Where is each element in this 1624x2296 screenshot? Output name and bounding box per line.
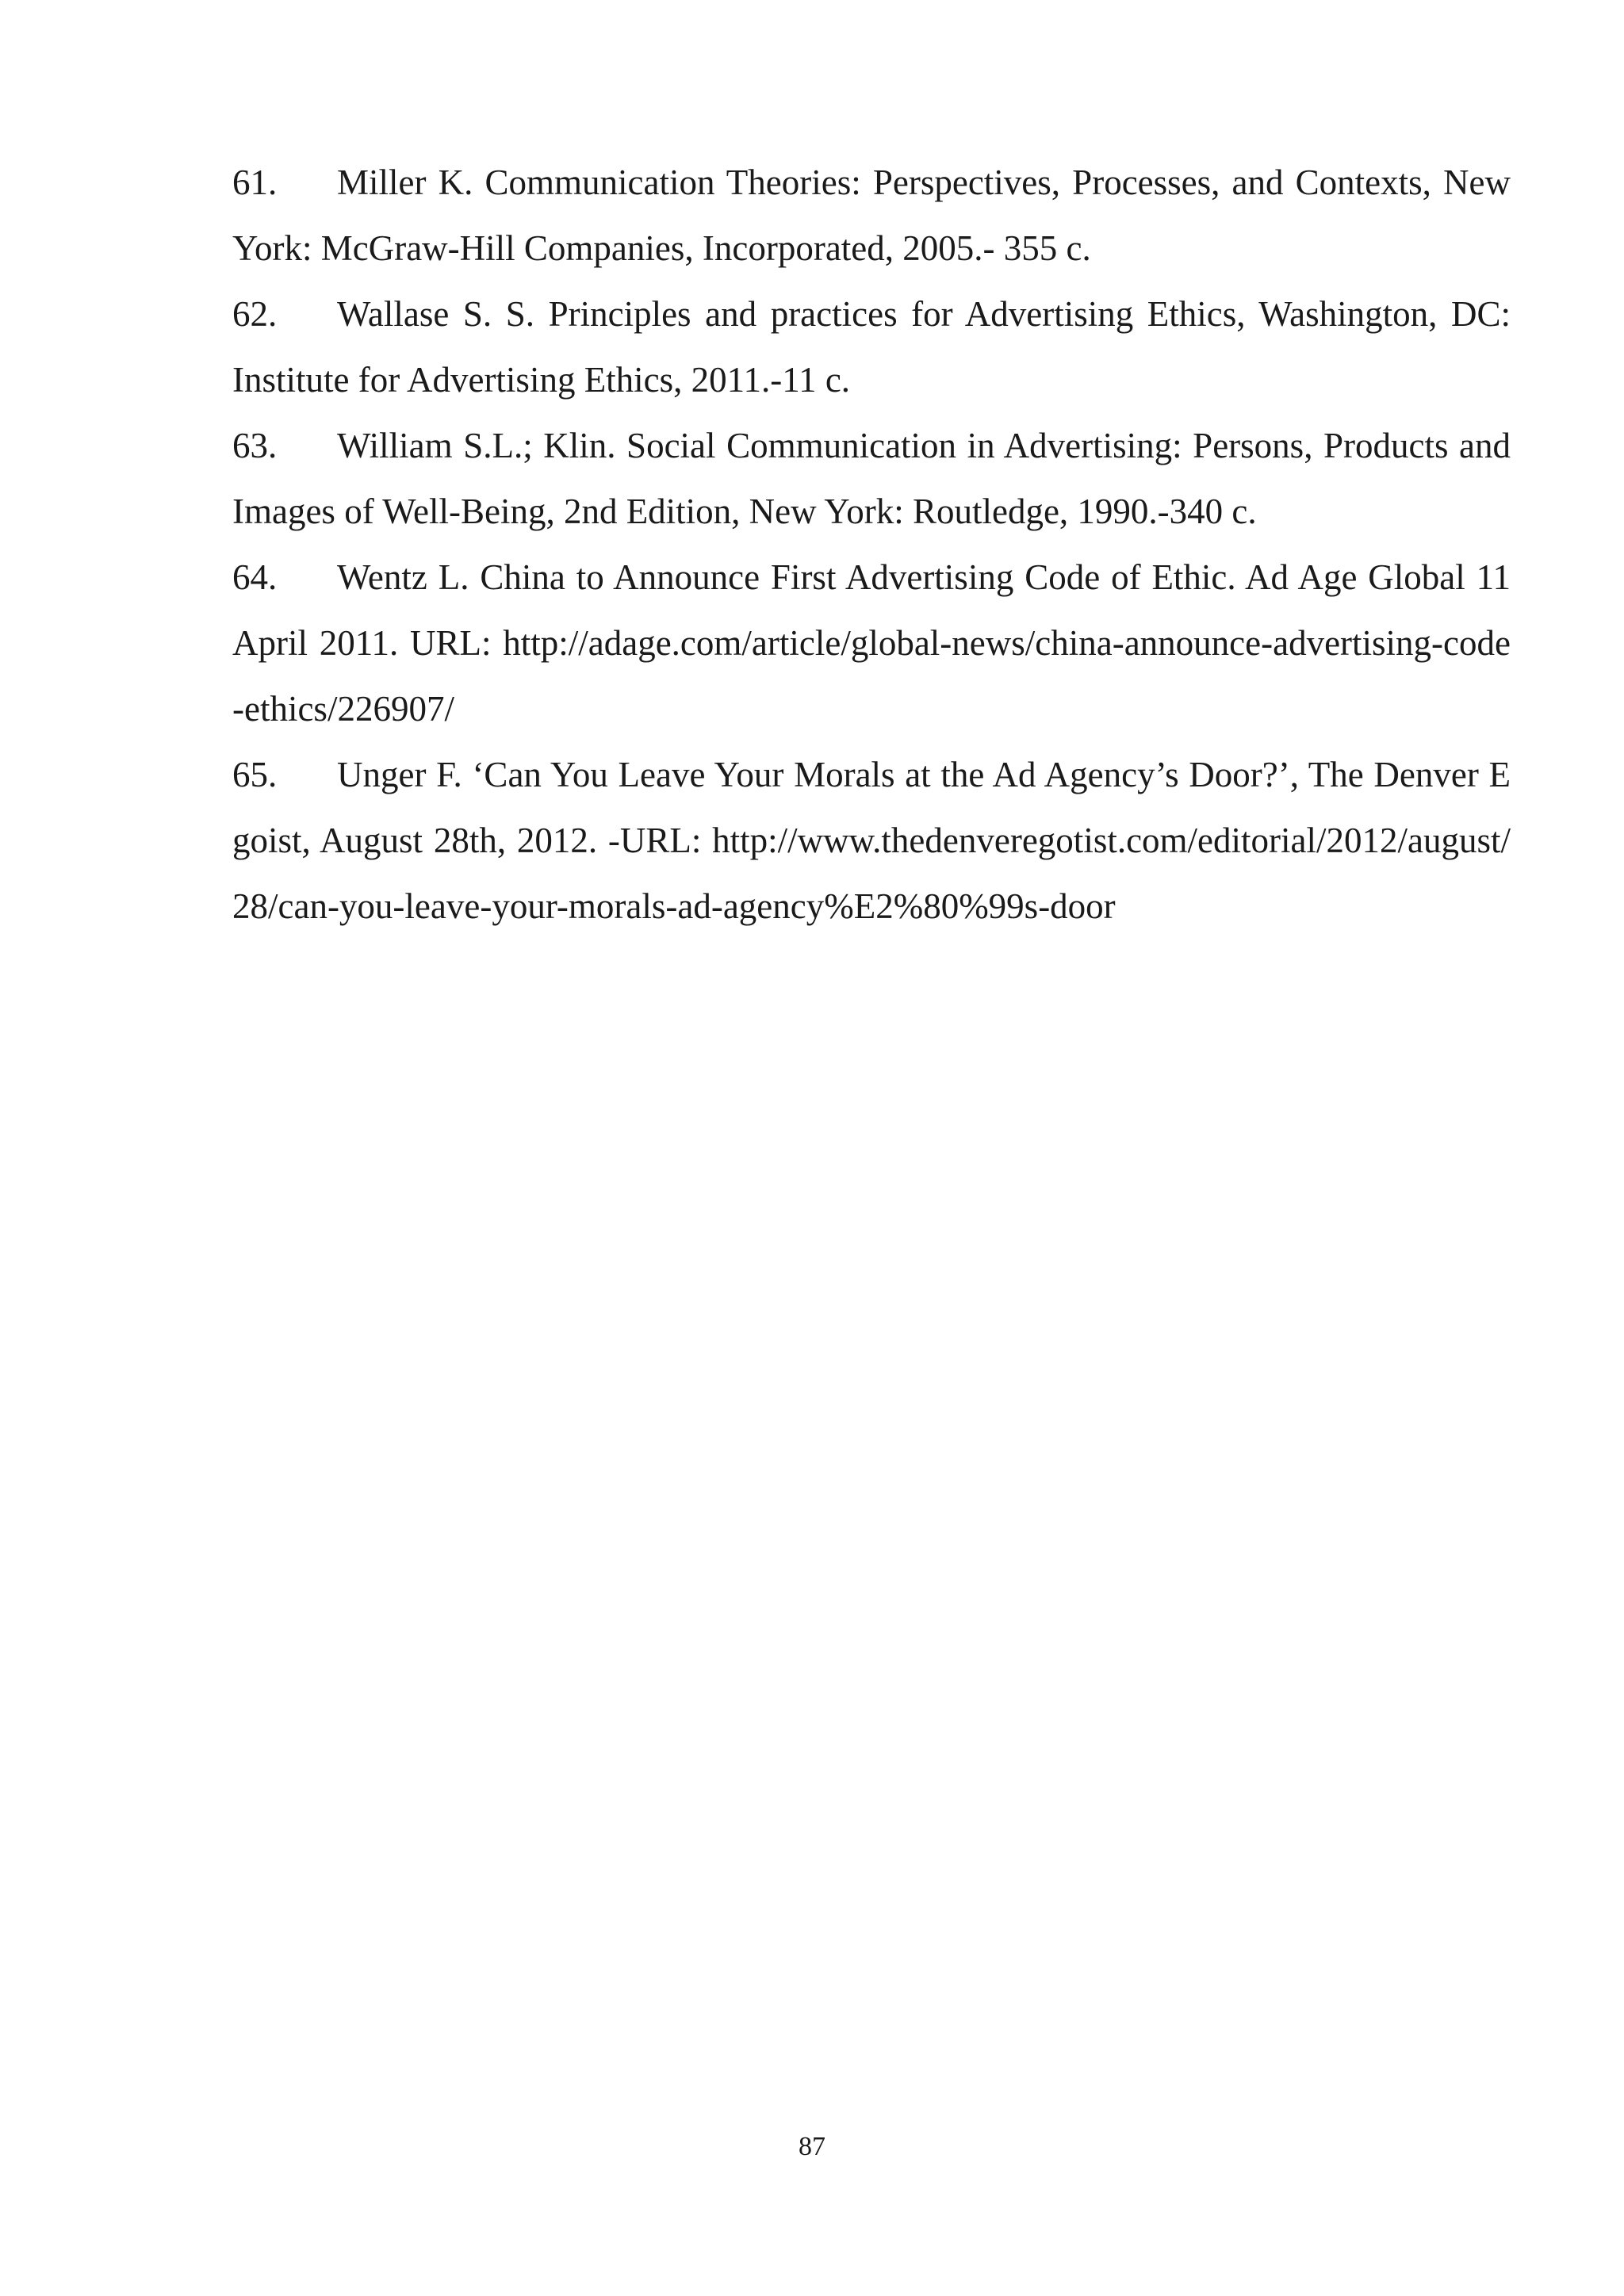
- reference-number: 65.: [232, 755, 278, 794]
- reference-number: 61.: [232, 163, 278, 202]
- reference-list: [232, 150, 1511, 939]
- reference-number: 62.: [232, 294, 278, 334]
- reference-text: Unger F. ‘Can You Leave Your Morals at the Ad Agency’s Door?’, The Denver Egoist, August 28th, 2012. -URL: http://www.thedenveregotist.com/editorial/2012/august/28/can-you-leave-your-morals-ad-agency%E2%80%99s-door: [232, 755, 1511, 926]
- reference-text: Wallase S. S. Principles and practices for Advertising Ethics, Washington, DC: Institute for Advertising Ethics, 2011.-11 c.: [232, 294, 1511, 400]
- page-number: 87: [799, 2132, 825, 2161]
- reference-number: 63.: [232, 426, 278, 465]
- reference-number: 64.: [232, 557, 278, 597]
- reference-text: William S.L.; Klin. Social Communication in Advertising: Persons, Products and Images of Well-Being, 2nd Edition, New York: Routledge, 1990.-340 c.: [232, 426, 1511, 531]
- reference-item-61: [232, 150, 1511, 281]
- reference-item-62: [232, 281, 1511, 413]
- reference-item-63: [232, 413, 1511, 545]
- reference-item-65: [232, 742, 1511, 939]
- reference-text: Miller K. Communication Theories: Perspectives, Processes, and Contexts, New York: McGraw-Hill Companies, Incorporated, 2005.- 355 c.: [232, 163, 1511, 268]
- reference-text: Wentz L. China to Announce First Advertising Code of Ethic. Ad Age Global 11 April 2011. URL: http://adage.com/article/global-news/china-announce-advertising-code-ethics/226907/: [232, 557, 1511, 729]
- reference-item-64: [232, 545, 1511, 742]
